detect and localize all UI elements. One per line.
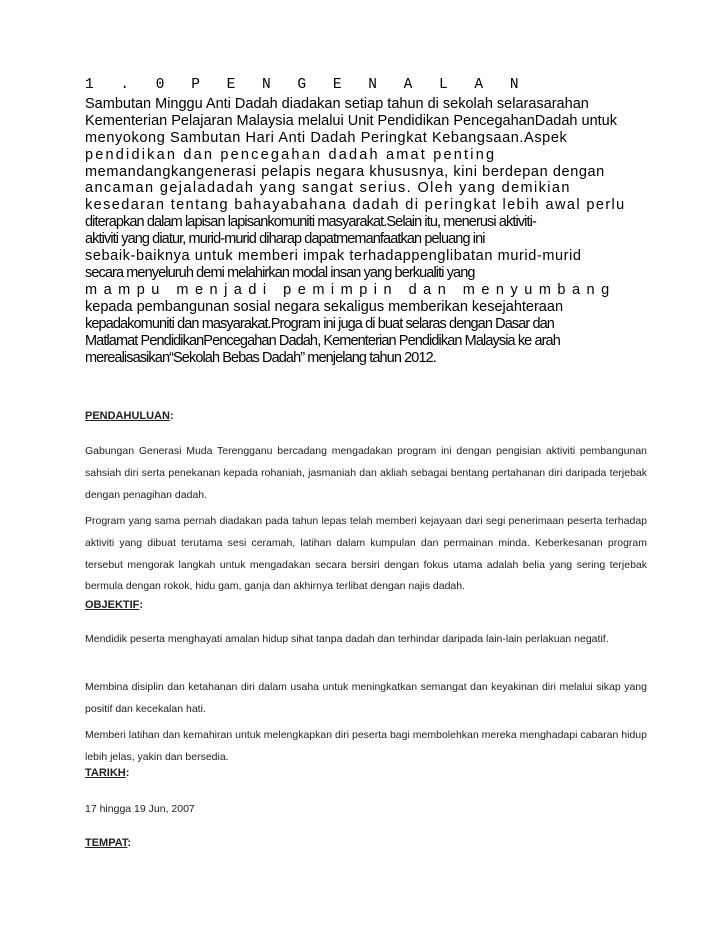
intro-line: menyokong Sambutan Hari Anti Dadah Peringkat Kebangsaan.Aspek xyxy=(85,129,568,146)
objektif-item: Memberi latihan dan kemahiran untuk melengkapkan diri peserta bagi membolehkan mereka menghadapi cabaran hidup lebih jelas, yakin dan bersedia. xyxy=(85,729,647,763)
intro-line: kepadakomuniti dan masyarakat.Program ini juga di buat selaras dengan Dasar dan xyxy=(85,315,554,332)
intro-line: kepada pembangunan sosial negara sekaligus memberikan kesejahteraan xyxy=(85,298,564,315)
intro-line: mampu menjadi pemimpin dan menyumbang xyxy=(85,281,616,298)
intro-line: pendidikan dan pencegahan dadah amat penting xyxy=(85,146,497,163)
intro-line: Sambutan Minggu Anti Dadah diadakan setiap tahun di sekolah selarasarahan xyxy=(85,95,589,112)
tempat-heading-text: TEMPAT xyxy=(85,837,128,849)
intro-line: kesedaran tentang bahayabahana dadah di peringkat lebih awal perlu xyxy=(85,197,626,214)
intro-heading: 1 . 0 P E N G E N A L A N xyxy=(85,77,528,93)
pendahuluan-paragraph-2: Program yang sama pernah diadakan pada tahun lepas telah memberi kejayaan dari segi penerimaan peserta terhadap aktiviti yang dibuat terutama sesi ceramah, latihan dalam kumpulan dan permainan minda. Keberkesanan program tersebut mengorak langkah untuk mengadakan secara bersiri dengan fokus utama adalah belia yang sering terjebak bermula dengan rokok, hidu gam, ganja dan akhirnya terlibat dengan najis dadah. xyxy=(85,515,647,593)
tarikh-heading xyxy=(85,767,129,779)
objektif-heading-text: OBJEKTIF xyxy=(85,599,140,611)
objektif-item: Mendidik peserta menghayati amalan hidup sihat tanpa dadah dan terhindar daripada lain-lain perlakuan negatif. xyxy=(85,633,609,645)
pendahuluan-heading xyxy=(85,410,174,422)
heading-colon: : xyxy=(127,837,132,849)
intro-line: Matlamat PendidikanPencegahan Dadah, Kementerian Pendidikan Malaysia ke arah xyxy=(85,332,560,349)
heading-colon: : xyxy=(169,410,174,422)
intro-line: ancaman gejaladadah yang sangat serius. Oleh yang demikian xyxy=(85,180,571,197)
heading-colon: : xyxy=(139,599,144,611)
tarikh-heading-text: TARIKH xyxy=(85,767,126,779)
tempat-heading xyxy=(85,837,131,849)
intro-line: merealisasikan“Sekolah Bebas Dadah” menjelang tahun 2012. xyxy=(85,349,436,366)
objektif-heading xyxy=(85,599,143,611)
intro-line: sebaik-baiknya untuk memberi impak terhadappenglibatan murid-murid xyxy=(85,248,582,265)
intro-section xyxy=(85,77,650,366)
objektif-item: Membina disiplin dan ketahanan diri dalam usaha untuk meningkatkan semangat dan keyakinan diri melalui sikap yang positif dan kecekalan hati. xyxy=(85,681,647,715)
heading-colon: : xyxy=(125,767,130,779)
intro-line: secara menyeluruh demi melahirkan modal insan yang berkualiti yang xyxy=(85,264,475,281)
tarikh-value: 17 hingga 19 Jun, 2007 xyxy=(85,803,195,815)
intro-line: Kementerian Pelajaran Malaysia melalui Unit Pendidikan PencegahanDadah untuk xyxy=(85,112,617,129)
pendahuluan-paragraph-1: Gabungan Generasi Muda Terengganu bercadang mengadakan program ini dengan pengisian aktiviti pembangunan sahsiah diri serta penekanan kepada rohaniah, jasmaniah dan akliah sebagai bentang pertahanan diri daripada terjebak dengan penagihan dadah. xyxy=(85,445,647,501)
intro-line: memandangkangenerasi pelapis negara khususnya, kini berdepan dengan xyxy=(85,163,605,180)
intro-line: aktiviti yang diatur, murid-murid diharap dapatmemanfaatkan peluang ini xyxy=(85,231,485,248)
intro-line: diterapkan dalam lapisan lapisankomuniti masyarakat.Selain itu, menerusi aktiviti- xyxy=(85,214,536,231)
pendahuluan-heading-text: PENDAHULUAN xyxy=(85,410,170,422)
